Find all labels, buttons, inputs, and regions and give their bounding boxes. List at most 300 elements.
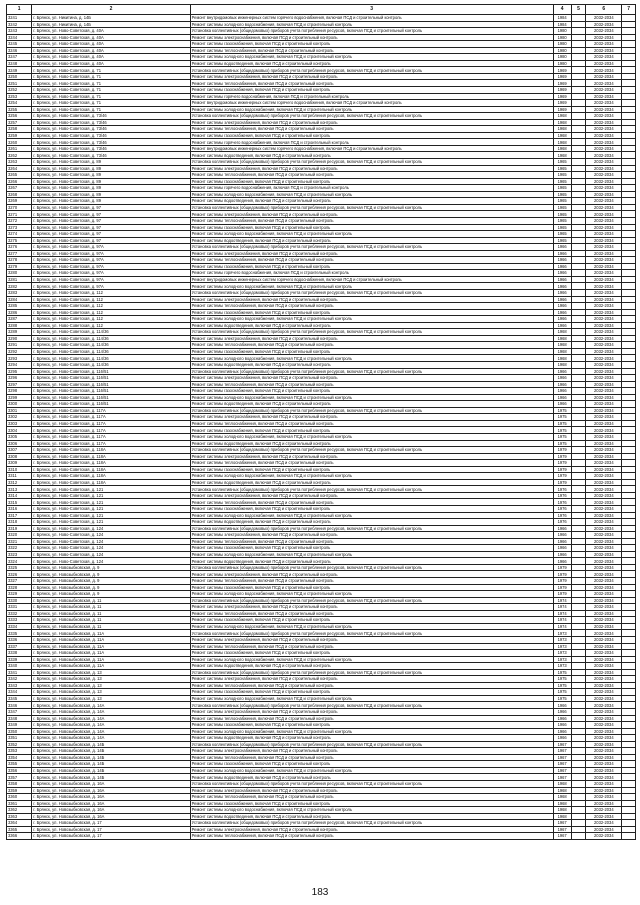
row-year: 1974 (553, 597, 571, 604)
row-number: 3326 (7, 571, 32, 578)
row-work-type: Ремонт системы водоотведения, включая ПСД и строительный контроль (190, 60, 553, 67)
row-street-house: Новозыбковская, д. 17 (58, 826, 102, 832)
row-work-type: Ремонт системы теплоснабжения, включая ПСД и строительный контроль (190, 643, 553, 650)
row-plan-period: 2032-2034 (586, 322, 622, 329)
row-street-house: Ново-Советская, д. 97 (58, 237, 101, 243)
row-number: 3273 (7, 224, 32, 231)
row-number: 3305 (7, 434, 32, 441)
row-year: 1976 (553, 499, 571, 506)
row-street-house: Ново-Советская, д. 124 (58, 558, 104, 564)
row-city-street-prefix: г. Брянск, ул. (33, 290, 59, 296)
row-plan-period: 2032-2034 (586, 237, 622, 244)
row-year: 1975 (553, 695, 571, 702)
row-year: 1967 (553, 767, 571, 774)
row-year: 1966 (553, 283, 571, 290)
row-year: 1979 (553, 473, 571, 480)
row-plan-period: 2032-2034 (586, 551, 622, 558)
row-street-house: Новозыбковская, д. 9 (58, 565, 100, 571)
row-street-house: Новозыбковская, д. 9 (58, 591, 100, 597)
row-number: 3303 (7, 420, 32, 427)
row-plan-period: 2032-2034 (586, 702, 622, 709)
row-street-house: Новозыбковская, д. 11А (58, 650, 105, 656)
row-plan-period: 2032-2034 (586, 87, 622, 94)
row-number: 3359 (7, 787, 32, 794)
row-city-street-prefix: г. Брянск, ул. (33, 551, 59, 557)
row-city-street-prefix: г. Брянск, ул. (33, 826, 59, 832)
row-street-house: Ново-Советская, д. 97 (58, 211, 101, 217)
row-street-house: Ново-Советская, д. 112 (58, 296, 103, 302)
row-number: 3361 (7, 800, 32, 807)
row-street-house: Ново-Советская, д. 97А (58, 257, 104, 263)
row-year: 1969 (553, 106, 571, 113)
row-street-house: Ново-Советская, д. 114/36 (58, 349, 109, 355)
row-number: 3322 (7, 545, 32, 552)
row-city-street-prefix: г. Брянск, ул. (33, 637, 59, 643)
row-plan-period: 2032-2034 (586, 394, 622, 401)
row-plan-period: 2032-2034 (586, 591, 622, 598)
row-work-type: Ремонт системы газоснабжения, включая ПСД и строительный контроль (190, 506, 553, 513)
row-plan-period: 2032-2034 (586, 113, 622, 120)
row-work-type: Установка коллективных (общедомовых) приборов учета потребления ресурсов, включая ПСД и строительный контроль (190, 702, 553, 709)
row-plan-period: 2032-2034 (586, 669, 622, 676)
row-plan-period: 2032-2034 (586, 682, 622, 689)
row-number: 3302 (7, 414, 32, 421)
row-plan-period: 2032-2034 (586, 689, 622, 696)
row-number: 3335 (7, 630, 32, 637)
row-city-street-prefix: г. Брянск, ул. (33, 486, 59, 492)
row-year: 1966 (553, 545, 571, 552)
row-street-house: Ново-Советская, д. 97А (58, 283, 104, 289)
row-street-house: Новозыбковская, д. 11А (58, 656, 105, 662)
row-city-street-prefix: г. Брянск, ул. (33, 421, 59, 427)
row-plan-period: 2032-2034 (586, 708, 622, 715)
row-number: 3304 (7, 427, 32, 434)
row-plan-period: 2032-2034 (586, 414, 622, 421)
row-work-type: Ремонт системы холодного водоснабжения, включая ПСД и строительный контроль (190, 355, 553, 362)
row-number: 3308 (7, 453, 32, 460)
row-city-street-prefix: г. Брянск, ул. (33, 571, 59, 577)
row-street-house: Ново-Советская, д. 40А (58, 54, 104, 60)
row-street-house: Ново-Советская, д. 97 (58, 218, 101, 224)
row-street-house: Ново-Советская, д. 73/46 (58, 152, 107, 158)
row-work-type: Ремонт системы газоснабжения, включая ПСД и строительный контроль (190, 388, 553, 395)
row-plan-period: 2032-2034 (586, 244, 622, 251)
row-number: 3277 (7, 250, 32, 257)
row-street-house: Ново-Советская, д. 112 (58, 290, 103, 296)
row-work-type: Ремонт системы холодного водоснабжения, включая ПСД и строительный контроль (190, 191, 553, 198)
row-work-type: Ремонт системы теплоснабжения, включая ПСД и строительный контроль (190, 578, 553, 585)
row-street-house: Ново-Советская, д. 118А (58, 447, 106, 453)
row-year: 1967 (553, 826, 571, 833)
row-street-house: Новозыбковская, д. 14Б (58, 748, 105, 754)
row-city-street-prefix: г. Брянск, ул. (33, 538, 59, 544)
row-city-street-prefix: г. Брянск, ул. (33, 132, 59, 138)
row-plan-period: 2032-2034 (586, 54, 622, 61)
row-number: 3353 (7, 748, 32, 755)
row-street-house: Ново-Советская, д. 114/36 (58, 335, 109, 341)
row-city-street-prefix: г. Брянск, ул. (33, 407, 59, 413)
row-number: 3287 (7, 316, 32, 323)
row-year: 1966 (553, 394, 571, 401)
row-city-street-prefix: г. Брянск, ул. (33, 512, 59, 518)
row-street-house: Новозыбковская, д. 13 (58, 696, 102, 701)
row-work-type: Ремонт системы теплоснабжения, включая ПСД и строительный контроль (190, 172, 553, 179)
row-number: 3245 (7, 41, 32, 48)
row-plan-period: 2032-2034 (586, 630, 622, 637)
table-body (7, 15, 636, 840)
row-work-type: Установка коллективных (общедомовых) приборов учета потребления ресурсов, включая ПСД и строительный контроль (190, 407, 553, 414)
row-plan-period: 2032-2034 (586, 427, 622, 434)
row-work-type: Ремонт системы горячего водоснабжения, включая ПСД и строительный контроль (190, 185, 553, 192)
column-number-row (7, 5, 636, 15)
row-street-house: Новозыбковская, д. 14Б (58, 774, 105, 780)
row-number: 3315 (7, 499, 32, 506)
row-year: 1975 (553, 414, 571, 421)
row-plan-period: 2032-2034 (586, 512, 622, 519)
row-street-house: Ново-Советская, д. 89 (58, 191, 101, 197)
row-work-type: Установка коллективных (общедомовых) приборов учета потребления ресурсов, включая ПСД и строительный контроль (190, 244, 553, 251)
row-work-type: Ремонт системы электроснабжения, включая ПСД и строительный контроль (190, 73, 553, 80)
row-city-street-prefix: г. Брянск, ул. (33, 28, 59, 34)
row-work-type: Ремонт системы холодного водоснабжения, включая ПСД и строительный контроль (190, 473, 553, 480)
row-work-type: Ремонт внутридомовых инженерных систем горячего водоснабжения, включая ПСД и строительный контроль (190, 100, 553, 107)
row-work-type: Ремонт системы холодного водоснабжения, включая ПСД и строительный контроль (190, 54, 553, 61)
row-city-street-prefix: г. Брянск, ул. (33, 139, 59, 145)
row-year: 1975 (553, 407, 571, 414)
row-street-house: Новозыбковская, д. 14А (58, 722, 105, 728)
row-city-street-prefix: г. Брянск, ул. (33, 787, 59, 793)
row-city-street-prefix: г. Брянск, ул. (33, 100, 59, 106)
row-street-house: Ново-Советская, д. 117А (58, 440, 106, 446)
row-year: 1979 (553, 466, 571, 473)
row-plan-period: 2032-2034 (586, 695, 622, 702)
row-plan-period: 2032-2034 (586, 564, 622, 571)
row-street-house: Ново-Советская, д. 71 (58, 80, 101, 86)
row-city-street-prefix: г. Брянск, ул. (33, 41, 59, 47)
row-work-type: Ремонт системы электроснабжения, включая ПСД и строительный контроль (190, 453, 553, 460)
row-year: 1979 (553, 460, 571, 467)
row-year: 1966 (553, 257, 571, 264)
row-plan-period: 2032-2034 (586, 434, 622, 441)
row-street-house: Ново-Советская, д. 71 (58, 67, 101, 73)
row-street-house: Новозыбковская, д. 14А (58, 709, 105, 715)
row-work-type: Ремонт системы газоснабжения, включая ПСД и строительный контроль (190, 584, 553, 591)
row-work-type: Ремонт системы газоснабжения, включая ПСД и строительный контроль (190, 800, 553, 807)
row-city-street-prefix: г. Брянск, ул. (33, 427, 59, 433)
row-year: 1979 (553, 564, 571, 571)
row-street-house: Ново-Советская, д. 89 (58, 172, 101, 178)
row-street-house: Ново-Советская, д. 97А (58, 277, 104, 282)
row-work-type: Ремонт системы горячего водоснабжения, включая ПСД и строительный контроль (190, 270, 553, 277)
row-street-house: Ново-Советская, д. 114/36 (58, 342, 109, 348)
row-plan-period: 2032-2034 (586, 100, 622, 107)
row-city-street-prefix: г. Брянск, ул. (33, 47, 59, 53)
row-city-street-prefix: г. Брянск, ул. (33, 165, 59, 171)
row-city-street-prefix: г. Брянск, ул. (33, 368, 59, 374)
row-work-type: Ремонт системы газоснабжения, включая ПСД и строительный контроль (190, 41, 553, 48)
row-work-type: Ремонт системы электроснабжения, включая ПСД и строительный контроль (190, 165, 553, 172)
row-city-street-prefix: г. Брянск, ул. (33, 578, 59, 584)
row-work-type: Ремонт системы теплоснабжения, включая ПСД и строительный контроль (190, 126, 553, 133)
row-work-type: Ремонт системы газоснабжения, включая ПСД и строительный контроль (190, 87, 553, 94)
row-year: 1976 (553, 486, 571, 493)
row-year: 1966 (553, 303, 571, 310)
row-street-house: Ново-Советская, д. 73/46 (58, 126, 107, 132)
row-street-house: Новозыбковская, д. 14Б (58, 741, 105, 747)
row-city-street-prefix: г. Брянск, ул. (33, 375, 59, 381)
row-work-type: Ремонт системы газоснабжения, включая ПСД и строительный контроль (190, 224, 553, 231)
row-number: 3253 (7, 93, 32, 100)
row-plan-period: 2032-2034 (586, 676, 622, 683)
row-work-type: Ремонт системы теплоснабжения, включая ПСД и строительный контроль (190, 342, 553, 349)
row-street-house: Ново-Советская, д. 71 (58, 100, 101, 106)
row-year: 1974 (553, 604, 571, 611)
row-city-street-prefix: г. Брянск, ул. (33, 263, 59, 269)
row-year: 1975 (553, 420, 571, 427)
col-header-work: 3 (190, 5, 553, 15)
row-work-type: Ремонт системы газоснабжения, включая ПСД и строительный контроль (190, 263, 553, 270)
row-city-street-prefix: г. Брянск, ул. (33, 604, 59, 610)
row-plan-period: 2032-2034 (586, 270, 622, 277)
row-year: 1976 (553, 519, 571, 526)
row-city-street-prefix: г. Брянск, ул. (33, 152, 59, 158)
row-number: 3338 (7, 650, 32, 657)
row-city-street-prefix: г. Брянск, ул. (33, 349, 59, 355)
row-number: 3351 (7, 735, 32, 742)
row-work-type: Установка коллективных (общедомовых) приборов учета потребления ресурсов, включая ПСД и строительный контроль (190, 820, 553, 827)
row-city-street-prefix: г. Брянск, ул. (33, 113, 59, 119)
row-city-street-prefix: г. Брянск, ул. (33, 676, 59, 682)
row-street-house: Ново-Советская, д. 73/46 (58, 119, 107, 125)
row-plan-period: 2032-2034 (586, 257, 622, 264)
row-plan-period: 2032-2034 (586, 106, 622, 113)
row-city-street-prefix: г. Брянск, ул. (33, 506, 59, 512)
row-city-street-prefix: г. Брянск, ул. (33, 211, 59, 217)
row-plan-period: 2032-2034 (586, 28, 622, 35)
row-city-street-prefix: г. Брянск, ул. (33, 807, 59, 813)
row-city-street-prefix: г. Брянск, ул. (33, 761, 59, 767)
row-number: 3306 (7, 440, 32, 447)
row-city-street-prefix: г. Брянск, ул. (33, 257, 59, 263)
row-street-house: Новозыбковская, д. 11А (58, 663, 105, 669)
row-street-house: Ново-Советская, д. 121 (58, 493, 104, 499)
row-plan-period: 2032-2034 (586, 276, 622, 283)
row-number: 3268 (7, 191, 32, 198)
row-plan-period: 2032-2034 (586, 728, 622, 735)
row-work-type: Ремонт системы холодного водоснабжения, включая ПСД и строительный контроль (190, 807, 553, 814)
row-city-street-prefix: г. Брянск, ул. (33, 735, 59, 741)
row-street-house: Новозыбковская, д. 11 (58, 610, 102, 616)
row-year: 1968 (553, 113, 571, 120)
row-year: 1968 (553, 145, 571, 152)
row-city-street-prefix: г. Брянск, ул. (33, 414, 59, 420)
row-plan-period: 2032-2034 (586, 263, 622, 270)
row-city-street-prefix: г. Брянск, ул. (33, 172, 59, 178)
row-work-type: Ремонт системы водоотведения, включая ПСД и строительный контроль (190, 322, 553, 329)
row-plan-period: 2032-2034 (586, 41, 622, 48)
row-city-street-prefix: г. Брянск, ул. (33, 617, 59, 623)
row-number: 3289 (7, 329, 32, 336)
row-work-type: Установка коллективных (общедомовых) приборов учета потребления ресурсов, включая ПСД и строительный контроль (190, 780, 553, 787)
row-city-street-prefix: г. Брянск, ул. (33, 440, 59, 446)
row-year: 1965 (553, 165, 571, 172)
row-year: 1966 (553, 289, 571, 296)
row-street-house: Новозыбковская, д. 17 (58, 833, 102, 839)
row-plan-period: 2032-2034 (586, 165, 622, 172)
row-number: 3334 (7, 623, 32, 630)
row-plan-period: 2032-2034 (586, 538, 622, 545)
row-city-street-prefix: г. Брянск, ул. (33, 820, 59, 826)
row-work-type: Ремонт системы водоотведения, включая ПСД и строительный контроль (190, 440, 553, 447)
row-year: 1968 (553, 152, 571, 159)
row-street-house: Ново-Советская, д. 89 (58, 185, 101, 191)
row-number: 3258 (7, 126, 32, 133)
row-city-street-prefix: г. Брянск, ул. (33, 303, 59, 309)
row-year: 1966 (553, 551, 571, 558)
row-number: 3307 (7, 447, 32, 454)
row-year: 1966 (553, 375, 571, 382)
row-street-house: Ново-Советская, д. 117А (58, 427, 106, 433)
row-year: 1973 (553, 636, 571, 643)
row-street-house: Ново-Советская, д. 71 (58, 74, 101, 80)
row-work-type: Установка коллективных (общедомовых) приборов учета потребления ресурсов, включая ПСД и строительный контроль (190, 159, 553, 166)
row-city-street-prefix: г. Брянск, ул. (33, 204, 59, 210)
row-number: 3298 (7, 388, 32, 395)
row-number: 3340 (7, 663, 32, 670)
row-city-street-prefix: г. Брянск, ул. (33, 728, 59, 734)
row-street-house: Никитина, д. 14Б (58, 15, 91, 21)
row-street-house: Ново-Советская, д. 40А (58, 41, 104, 47)
capital-repair-table (6, 4, 636, 840)
row-work-type: Ремонт системы теплоснабжения, включая ПСД и строительный контроль (190, 794, 553, 801)
row-year: 1966 (553, 708, 571, 715)
row-city-street-prefix: г. Брянск, ул. (33, 185, 59, 191)
row-number: 3318 (7, 519, 32, 526)
row-city-street-prefix: г. Брянск, ул. (33, 643, 59, 649)
row-street-house: Ново-Советская, д. 124 (58, 532, 104, 538)
row-city-street-prefix: г. Брянск, ул. (33, 15, 59, 21)
row-work-type: Ремонт системы электроснабжения, включая ПСД и строительный контроль (190, 604, 553, 611)
row-work-type: Ремонт системы теплоснабжения, включая ПСД и строительный контроль (190, 80, 553, 87)
row-number: 3250 (7, 73, 32, 80)
row-city-street-prefix: г. Брянск, ул. (33, 34, 59, 40)
row-street-house: Новозыбковская, д. 9 (58, 571, 100, 577)
row-number: 3356 (7, 767, 32, 774)
row-number: 3264 (7, 165, 32, 172)
row-work-type: Ремонт системы газоснабжения, включая ПСД и строительный контроль (190, 178, 553, 185)
row-work-type: Ремонт системы электроснабжения, включая ПСД и строительный контроль (190, 414, 553, 421)
row-street-house: Новозыбковская, д. 14А (58, 735, 105, 741)
row-plan-period: 2032-2034 (586, 623, 622, 630)
row-work-type: Ремонт системы водоотведения, включая ПСД и строительный контроль (190, 813, 553, 820)
row-street-house: Новозыбковская, д. 16А (58, 807, 105, 813)
row-city-street-prefix: г. Брянск, ул. (33, 237, 59, 243)
row-city-street-prefix: г. Брянск, ул. (33, 715, 59, 721)
row-work-type: Ремонт системы холодного водоснабжения, включая ПСД и строительный контроль (190, 512, 553, 519)
row-plan-period: 2032-2034 (586, 198, 622, 205)
row-city-street-prefix: г. Брянск, ул. (33, 296, 59, 302)
row-year: 1968 (553, 780, 571, 787)
row-year: 1968 (553, 800, 571, 807)
row-street-house: Новозыбковская, д. 13 (58, 682, 102, 688)
row-city-street-prefix: г. Брянск, ул. (33, 283, 59, 289)
row-plan-period: 2032-2034 (586, 335, 622, 342)
row-number: 3346 (7, 702, 32, 709)
row-year: 1966 (553, 532, 571, 539)
row-number: 3284 (7, 296, 32, 303)
row-work-type: Ремонт системы газоснабжения, включая ПСД и строительный контроль (190, 466, 553, 473)
row-street-house: Ново-Советская, д. 97А (58, 250, 104, 256)
row-city-street-prefix: г. Брянск, ул. (33, 741, 59, 747)
row-year: 1980 (553, 54, 571, 61)
row-number: 3296 (7, 375, 32, 382)
row-city-street-prefix: г. Брянск, ул. (33, 119, 59, 125)
row-work-type: Ремонт системы холодного водоснабжения, включая ПСД и строительный контроль (190, 656, 553, 663)
row-work-type: Ремонт системы газоснабжения, включая ПСД и строительный контроль (190, 348, 553, 355)
row-year: 1967 (553, 761, 571, 768)
row-work-type: Ремонт системы газоснабжения, включая ПСД и строительный контроль (190, 650, 553, 657)
row-city-street-prefix: г. Брянск, ул. (33, 702, 59, 708)
row-year: 1967 (553, 748, 571, 755)
row-number: 3274 (7, 231, 32, 238)
row-number: 3325 (7, 564, 32, 571)
row-plan-period: 2032-2034 (586, 159, 622, 166)
row-work-type: Установка коллективных (общедомовых) приборов учета потребления ресурсов, включая ПСД и строительный контроль (190, 741, 553, 748)
row-year: 1973 (553, 643, 571, 650)
row-work-type: Ремонт системы электроснабжения, включая ПСД и строительный контроль (190, 826, 553, 833)
row-number: 3355 (7, 761, 32, 768)
row-number: 3295 (7, 368, 32, 375)
row-plan-period: 2032-2034 (586, 342, 622, 349)
row-city-street-prefix: г. Брянск, ул. (33, 335, 59, 341)
row-year: 1968 (553, 126, 571, 133)
row-number: 3263 (7, 159, 32, 166)
row-street-house: Ново-Советская, д. 118А (58, 460, 106, 466)
row-year: 1966 (553, 244, 571, 251)
row-year: 1966 (553, 381, 571, 388)
row-city-street-prefix: г. Брянск, ул. (33, 362, 59, 368)
row-year: 1979 (553, 571, 571, 578)
row-plan-period: 2032-2034 (586, 767, 622, 774)
row-year: 1979 (553, 584, 571, 591)
row-plan-period: 2032-2034 (586, 231, 622, 238)
row-city-street-prefix: г. Брянск, ул. (33, 473, 59, 479)
row-year: 1966 (553, 735, 571, 742)
row-street-house: Ново-Советская, д. 117А (58, 414, 106, 420)
row-year: 1975 (553, 689, 571, 696)
row-year: 1968 (553, 787, 571, 794)
row-street-house: Новозыбковская, д. 11 (58, 597, 102, 603)
row-number: 3365 (7, 826, 32, 833)
row-street-house: Ново-Советская, д. 112 (58, 316, 103, 322)
row-number: 3265 (7, 172, 32, 179)
row-plan-period: 2032-2034 (586, 289, 622, 296)
row-city-street-prefix: г. Брянск, ул. (33, 309, 59, 315)
row-year: 1965 (553, 217, 571, 224)
row-year: 1973 (553, 656, 571, 663)
row-city-street-prefix: г. Брянск, ул. (33, 126, 59, 132)
row-city-street-prefix: г. Брянск, ул. (33, 709, 59, 715)
row-plan-period: 2032-2034 (586, 643, 622, 650)
row-city-street-prefix: г. Брянск, ул. (33, 244, 59, 250)
row-number: 3360 (7, 794, 32, 801)
row-number: 3350 (7, 728, 32, 735)
row-plan-period: 2032-2034 (586, 355, 622, 362)
row-street-house: Новозыбковская, д. 14Б (58, 761, 105, 767)
row-year: 1975 (553, 440, 571, 447)
row-city-street-prefix: г. Брянск, ул. (33, 663, 59, 669)
col-header-year: 4 (553, 5, 571, 15)
